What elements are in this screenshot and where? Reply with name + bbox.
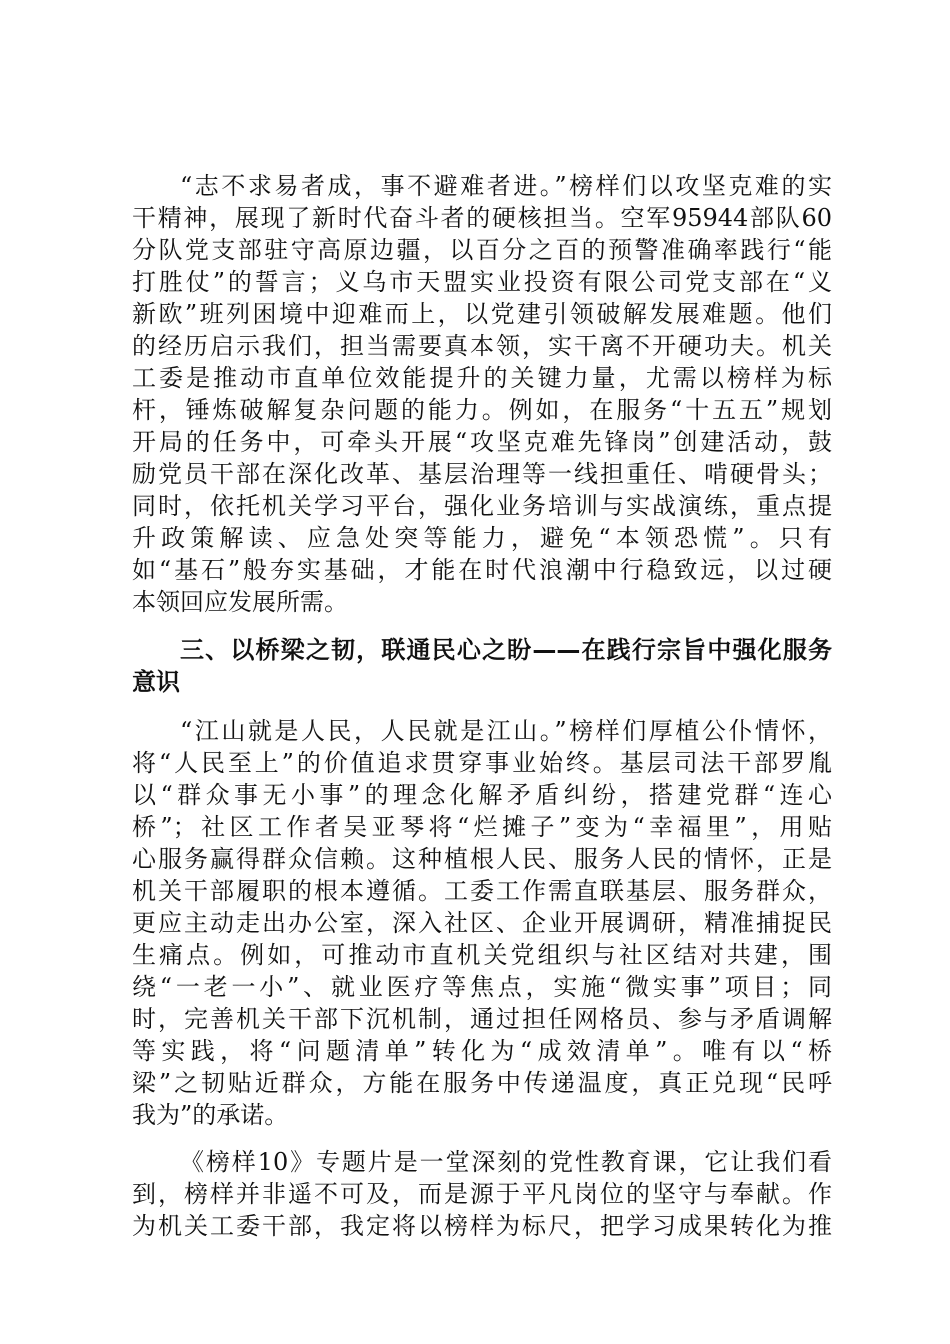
text-line: 时，完善机关干部下沉机制，通过担任网格员、参与矛盾调解: [132, 1005, 832, 1033]
text-line: 杆，锤炼破解复杂问题的能力。例如，在服务“十五五”规划: [132, 396, 832, 424]
text-line: 同时，依托机关学习平台，强化业务培训与实战演练，重点提: [132, 492, 832, 520]
text-line: 开局的任务中，可牵头开展“攻坚克难先锋岗”创建活动，鼓: [132, 428, 832, 456]
text-line: 干精神，展现了新时代奋斗者的硬核担当。空军95944部队60: [132, 204, 832, 232]
text-line: 梁”之韧贴近群众，方能在服务中传递温度，真正兑现“民呼: [132, 1069, 832, 1097]
text-line: 心服务赢得群众信赖。这种植根人民、服务人民的情怀，正是: [132, 845, 832, 873]
text-line: 分队党支部驻守高原边疆，以百分之百的预警准确率践行“能: [132, 236, 832, 264]
text-line: 升政策解读、应急处突等能力，避免“本领恐慌”。只有: [132, 524, 832, 552]
text-line: 我为”的承诺。: [132, 1101, 289, 1129]
text-line: 新欧”班列困境中迎难而上，以党建引领破解发展难题。他们: [132, 300, 832, 328]
text-line: 机关干部履职的根本遵循。工委工作需直联基层、服务群众，: [132, 877, 832, 905]
text-line: 到，榜样并非遥不可及，而是源于平凡岗位的坚守与奉献。作: [132, 1180, 832, 1208]
text-line: 绕“一老一小”、就业医疗等焦点，实施“微实事”项目；同: [132, 973, 832, 1001]
text-line: 本领回应发展所需。: [132, 588, 348, 616]
text-line: 工委是推动市直单位效能提升的关键力量，尤需以榜样为标: [132, 364, 832, 392]
text-line: 桥”；社区工作者吴亚琴将“烂摊子”变为“幸福里”，用贴: [132, 813, 832, 841]
text-line: 更应主动走出办公室，深入社区、企业开展调研，精准捕捉民: [132, 909, 832, 937]
text-line: 将“人民至上”的价值追求贯穿事业始终。基层司法干部罗胤: [132, 749, 832, 777]
text-line: “江山就是人民，人民就是江山。”榜样们厚植公仆情怀，: [180, 717, 832, 745]
text-line: 的经历启示我们，担当需要真本领，实干离不开硬功夫。机关: [132, 332, 832, 360]
text-line: 《榜样10》专题片是一堂深刻的党性教育课，它让我们看: [180, 1148, 832, 1176]
text-line: 打胜仗”的誓言；义乌市天盟实业投资有限公司党支部在“义: [132, 268, 832, 296]
text-line: 等实践，将“问题清单”转化为“成效清单”。唯有以“桥: [132, 1037, 832, 1065]
text-line: 为机关工委干部，我定将以榜样为标尺，把学习成果转化为推: [132, 1212, 832, 1240]
heading-line: 意识: [132, 668, 180, 696]
heading-line: 三、以桥梁之韧，联通民心之盼——在践行宗旨中强化服务: [180, 636, 832, 664]
text-line: “志不求易者成，事不避难者进。”榜样们以攻坚克难的实: [180, 172, 832, 200]
text-line: 如“基石”般夯实基础，才能在时代浪潮中行稳致远，以过硬: [132, 556, 832, 584]
text-line: 励党员干部在深化改革、基层治理等一线担重任、啃硬骨头；: [132, 460, 832, 488]
text-line: 以“群众事无小事”的理念化解矛盾纠纷，搭建党群“连心: [132, 781, 832, 809]
text-line: 生痛点。例如，可推动市直机关党组织与社区结对共建，围: [132, 941, 832, 969]
